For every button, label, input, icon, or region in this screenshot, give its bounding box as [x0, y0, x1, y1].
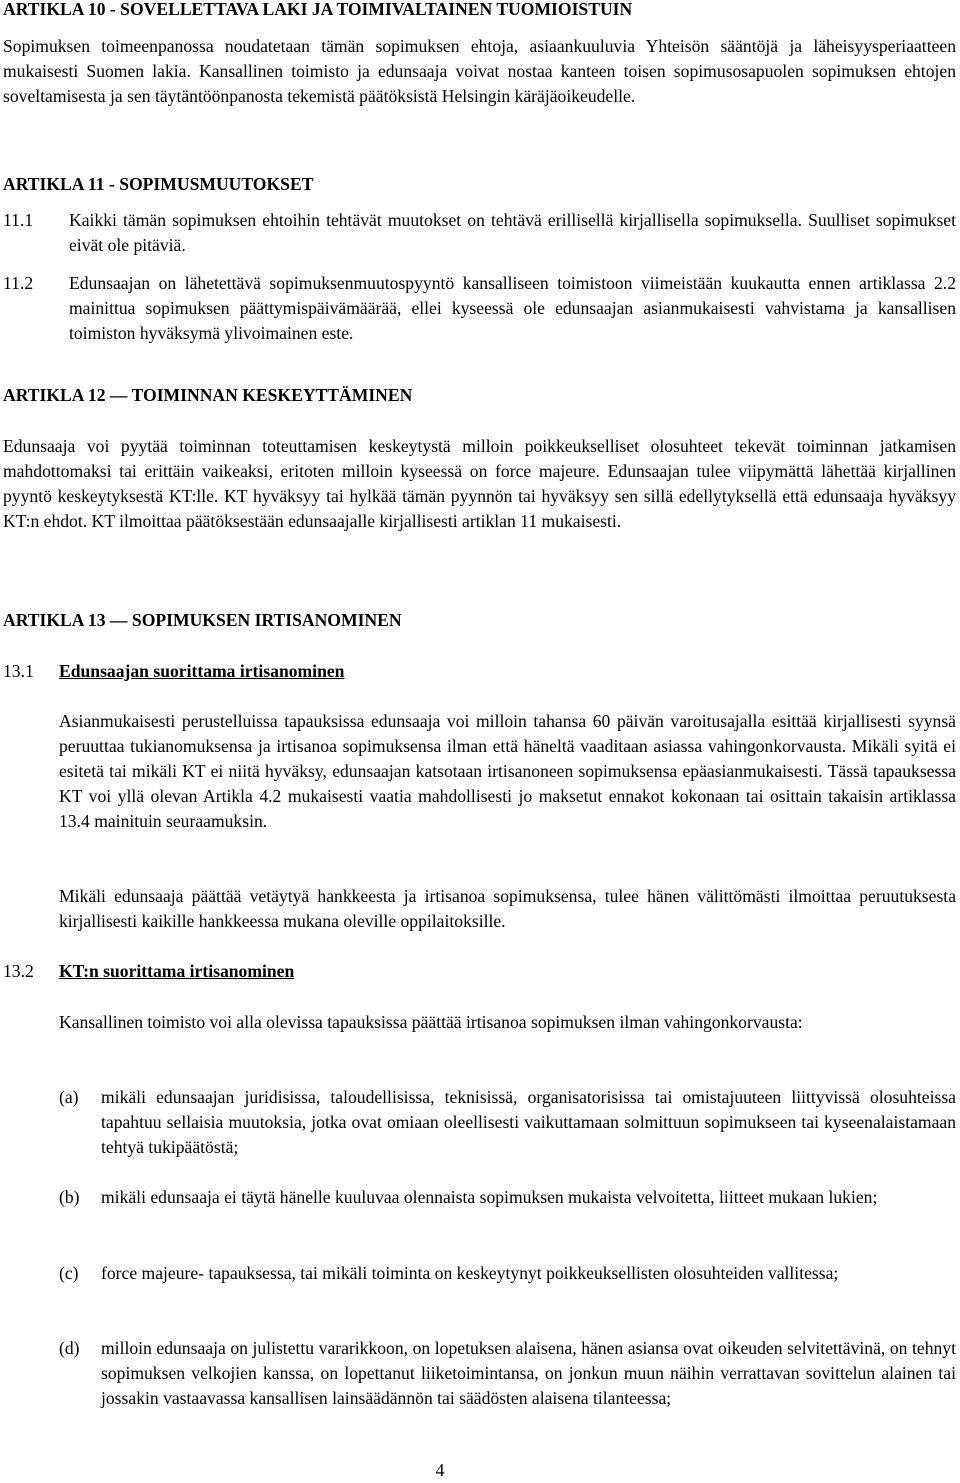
page-number: 4 [435, 1460, 445, 1480]
list-item-label: (b) [59, 1187, 80, 1207]
list-item-text: mikäli edunsaaja ei täytä hänelle kuuluvaa olennaista sopimuksen mukaista velvoitetta, liitteet mukaan lukien; [101, 1187, 878, 1207]
clause-number: 11.2 [3, 273, 34, 293]
article-11-heading: ARTIKLA 11 - SOPIMUSMUUTOKSET [3, 174, 314, 194]
section-number: 13.1 [3, 661, 34, 681]
list-item-label: (d) [59, 1338, 80, 1358]
clause-text: Kaikki tämän sopimuksen ehtoihin tehtävät muutokset on tehtävä erillisellä kirjallisella sopimuksella. Suulliset sopimukset eivät ole pitäviä. [69, 210, 956, 255]
list-item [59, 1085, 956, 1160]
list-item [59, 1336, 956, 1411]
section-13-2-intro: Kansallinen toimisto voi alla olevissa tapauksissa päättää irtisanoa sopimuksen ilman vahingonkorvausta: [59, 1012, 803, 1032]
article-12-text: Edunsaaja voi pyytää toiminnan toteuttamisen keskeytystä milloin poikkeukselliset olosuhteet tekevät toiminnan jatkamisen mahdottomaksi tai erittäin vaikeaksi, eritoten milloin kyseessä on force majeure. Edunsaajan tulee viipymättä lähettää kirjallinen pyyntö keskeytyksestä KT:lle. KT hyväksyy tai hylkää tämän pyynnön tai hyväksyy sen sillä edellytyksellä että edunsaaja hyväksyy KT:n ehdot. KT ilmoittaa päätöksestään edunsaajalle kirjallisesti artiklan 11 mukaisesti. [3, 436, 956, 531]
list-item-label: (c) [59, 1263, 79, 1283]
section-title: Edunsaajan suorittama irtisanominen [59, 661, 345, 681]
section-13-1-heading [3, 659, 956, 684]
list-item [59, 1261, 956, 1286]
list-item-label: (a) [59, 1087, 79, 1107]
article-13-heading: ARTIKLA 13 — SOPIMUKSEN IRTISANOMINEN [3, 610, 402, 630]
article-10-text: Sopimuksen toimeenpanossa noudatetaan tämän sopimuksen ehtoja, asiaankuuluvia Yhteisön sääntöjä ja läheisyysperiaatteen mukaisesti Suomen lakia. Kansallinen toimisto ja edunsaaja voivat nostaa kanteen toisen sopimusosapuolen sopimuksen ehtojen soveltamisesta ja sen täytäntöönpanosta tekemistä päätöksistä Helsingin käräjäoikeudelle. [3, 36, 956, 106]
clause-number: 11.1 [3, 210, 34, 230]
section-title: KT:n suorittama irtisanominen [59, 961, 295, 981]
list-item-text: mikäli edunsaajan juridisissa, taloudellisissa, teknisissä, organisatorisissa tai omistajuuteen liittyvissä olosuhteissa tapahtuu sellaisia muutoksia, jotka ovat omiaan oleellisesti vaikuttamaan solmittuun sopimukseen tai kyseenalaistamaan tehtyä tukipäätöstä; [101, 1087, 956, 1157]
section-13-1-paragraph-1: Asianmukaisesti perustelluissa tapauksissa edunsaaja voi milloin tahansa 60 päivän varoitusajalla esittää kirjallisesti syynsä peruuttaa tukianomuksensa ja irtisanoa sopimuksensa ilman että häneltä vaaditaan asiassa vahingonkorvausta. Mikäli syitä ei esitetä tai mikäli KT ei niitä hyväksy, edunsaajan katsotaan irtisanoneen sopimuksensa epäasianmukaisesti. Tässä tapauksessa KT voi yllä olevan Artikla 4.2 mukaisesti vaatia mahdollisesti jo maksetut ennakot kokonaan tai osittain takaisin artiklassa 13.4 mainituin seuraamuksin. [59, 711, 956, 831]
section-number: 13.2 [3, 961, 34, 981]
section-13-1-paragraph-2: Mikäli edunsaaja päättää vetäytyä hankkeesta ja irtisanoa sopimuksensa, tulee hänen välittömästi ilmoittaa peruutuksesta kirjallisesti kaikille hankkeessa mukana oleville oppilaitoksille. [59, 886, 956, 931]
list-item-text: milloin edunsaaja on julistettu vararikkoon, on lopetuksen alaisena, hänen asiansa ovat oikeuden selvitettävinä, on tehnyt sopimuksen velkojien kanssa, on lopettanut liiketoimintansa, on jonkun muun näihin verrattavan sovittelun alainen tai jossakin vastaavassa kansallisen lainsäädännön tai säädösten alaisena tilanteessa; [101, 1338, 956, 1408]
clause-text: Edunsaajan on lähetettävä sopimuksenmuutospyyntö kansalliseen toimistoon viimeistään kuukautta ennen artiklassa 2.2 mainittua sopimuksen päättymispäivämäärää, ellei kyseessä ole edunsaajan asianmukaisesti vahvistama ja kansallisen toimiston hyväksymä ylivoimainen este. [69, 273, 956, 343]
clause-11-2 [3, 271, 956, 346]
clause-11-1 [3, 208, 956, 258]
list-item-text: force majeure- tapauksessa, tai mikäli toiminta on keskeytynyt poikkeuksellisten olosuhteiden vallitessa; [101, 1263, 839, 1283]
section-13-2-heading [3, 959, 956, 984]
article-10-heading: ARTIKLA 10 - SOVELLETTAVA LAKI JA TOIMIVALTAINEN TUOMIOISTUIN [3, 0, 633, 19]
list-item [59, 1185, 956, 1210]
article-12-heading: ARTIKLA 12 — TOIMINNAN KESKEYTTÄMINEN [3, 385, 413, 405]
